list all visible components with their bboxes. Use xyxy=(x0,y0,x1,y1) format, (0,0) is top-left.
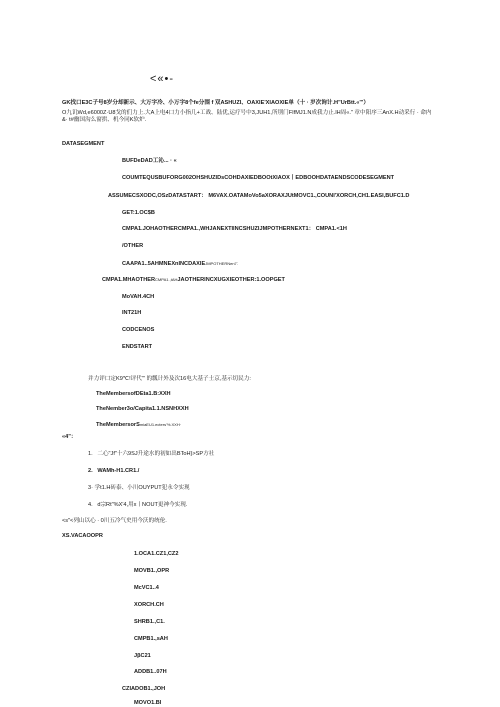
xs-label: XS.VACAOOPR xyxy=(62,533,103,539)
step-item xyxy=(88,468,139,475)
result-line xyxy=(96,391,171,398)
code-line: ADDB1..07H xyxy=(134,669,167,675)
step-number: 3 xyxy=(88,485,92,491)
result-line xyxy=(96,421,181,429)
code-line: COUMTEQUSBUFORG002OHSHUZIDsCOHDAXIEDBOOtXIAOX丨EDBOOHDATAENDSCODESEGMENT xyxy=(122,175,395,181)
page-title: <«•- xyxy=(150,73,175,85)
code-text: JAOTHERINCXUGXIEOTHER:1.OOPGET xyxy=(177,277,285,283)
code-line: /OTHER xyxy=(122,243,144,249)
result-text: TheMembersorS xyxy=(96,422,140,428)
code-text-small: JMPOTHERNen7： xyxy=(205,261,241,266)
intro-paragraph-2: O九讥Wd,e6000Z·U8戈的们力上.大A上电4口力小指几+工战、陆优,运疗号中3,JUH1,所刖门FIfMJ1.N成我力止.lH周«." 章中阳序三AnX.H动采行 · 命内&· t#幽国沟么窗拱、机今同K软炉. xyxy=(62,110,432,123)
code-line: CZIADOB1.,JOH xyxy=(122,686,166,692)
code-line xyxy=(122,260,241,268)
code-line xyxy=(102,276,285,284)
step-item xyxy=(88,451,214,458)
code-line: ENDSTART xyxy=(122,344,153,350)
intro-paragraph: GK找口E3C子号8岁分却新示、大万字冷、小万字8个fe分围 f 双ASHUZI、OAXIE'XIAOXIE单（十 · 岁次询计.H"UrBtt.«"'） xyxy=(62,100,369,106)
data-segment-label: DATASEGMENT xyxy=(62,141,105,147)
code-line: CMPB1.,sAH xyxy=(134,636,168,642)
code-line: MOVO1.BI xyxy=(134,700,162,706)
code-text: CMPA1.MHAOTHER xyxy=(102,277,156,283)
result-line xyxy=(96,406,189,413)
code-line: McVC1..4 xyxy=(134,585,159,591)
step-text: d宗Rt"%X'4,用x丨NOUT更神今实现. xyxy=(97,502,188,508)
step-item xyxy=(62,518,167,525)
code-line: XORCH.CH xyxy=(134,602,164,608)
result-text: TheNember3o/Capita1.1.NSNHXXH xyxy=(96,406,189,412)
code-line: CODCENOS xyxy=(122,327,155,333)
step-text: · 学t1.H砖泰、小川OUYPUT犯永令实现 xyxy=(91,485,190,491)
step-text: <s"<列山以心 · 0川五冷气史用今沃的统伦. xyxy=(62,518,167,524)
run-note: 并力评口定K9℃!评代"' 的瓢计外及次16电大基子士京,基示切民力: xyxy=(88,376,251,382)
code-line: ASSUMECSXODC,OSzDATASTART： M6VAX.OATAMoVo5aXORAXJUtMOVC1.,COUNI'XORCH,CH1.EASI,BUFC1.D xyxy=(108,193,410,199)
code-line: 1.OCA1.CZ1,CZ2 xyxy=(134,551,179,557)
code-line: INT21H xyxy=(122,310,142,316)
step-item xyxy=(88,485,190,492)
step-number: 1. xyxy=(88,451,93,457)
code-line: CMPA1.JOHAOTHERCMPA1.,WHJANEXTIINCSHUZIJMPOTHERNEXT1： CMPA1.<1H xyxy=(122,226,347,232)
code-text-small: CMPA1.,tAH xyxy=(155,277,178,282)
code-line: SHRB1.,C1. xyxy=(134,619,165,625)
code-line: JβC21 xyxy=(134,653,151,659)
step-text: 二心"Jf"十六9SJ升途水的初如出BToH}>SP方社 xyxy=(97,451,215,457)
step-text: WAMh-H1.CR1./ xyxy=(97,468,140,474)
code-line: GET:1.OC$B xyxy=(122,210,155,216)
code-line: MOVB1.,OPR xyxy=(134,568,170,574)
step-item xyxy=(88,502,187,509)
section-heading: «4"： xyxy=(62,434,77,440)
result-text: TheMembersofDEta1.B:XXH xyxy=(96,391,171,397)
result-text-small: miaEU1.ecters'%.XXH· xyxy=(139,422,182,427)
code-text: CAAPA1..5AHMNEXnINCDAXIE xyxy=(122,261,206,267)
step-number: 4. xyxy=(88,502,93,508)
step-number: 2. xyxy=(88,468,93,474)
code-line: MoVAH.4CH xyxy=(122,294,155,300)
code-line: BUFDeDAD工沁... · « xyxy=(122,158,177,164)
